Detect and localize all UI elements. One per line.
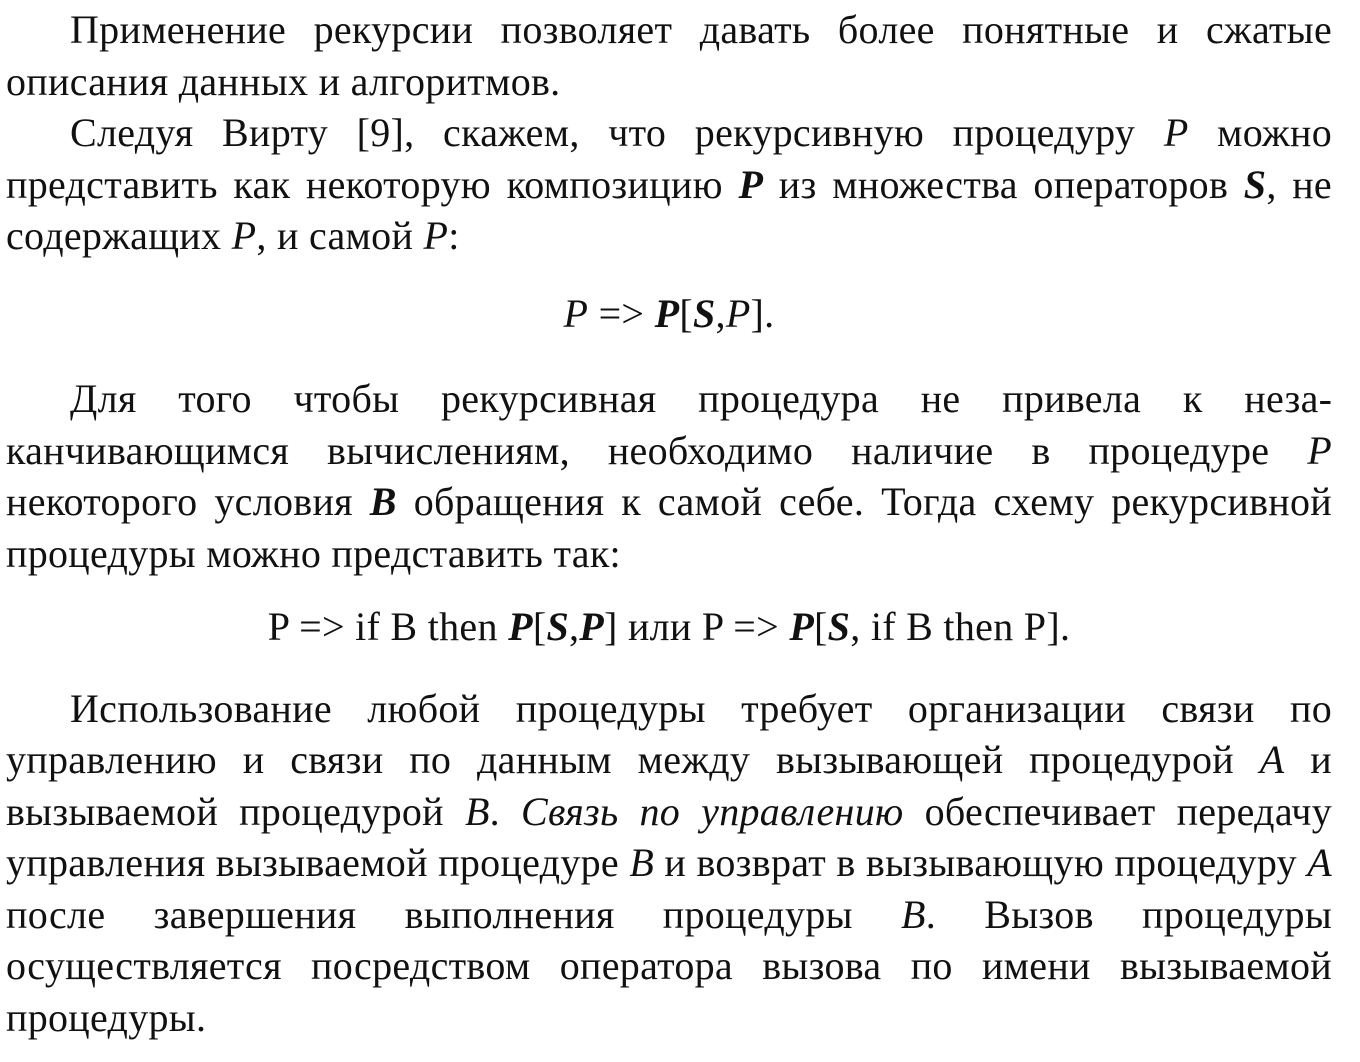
text-run: [ [679,290,693,336]
formula-conditional-recursion [6,579,1332,683]
italic-run: Связь по управлению [521,788,904,834]
text-run: Для того чтобы рекурсивная процедура не привела к незаканчивающимся вычислениям, необходимо наличие в процедуре [6,376,1332,473]
bold-italic-run: P [789,604,815,649]
italic-run: P [231,213,257,258]
text-run: P => if B then [267,604,509,649]
text-run: : [448,213,460,258]
text-run: [ [814,604,828,649]
text-run: Применение рекурсии позволяет давать более понятные и сжатые описания данных и алгоритмов. [6,7,1332,104]
bold-italic-run: P [579,604,605,649]
bold-italic-run: S [692,290,716,336]
italic-run: P [423,213,449,258]
text-run: . Вызов процедуры осуществляется посредством оператора вызова по имени вызываемой процедуры. [6,891,1332,1040]
text-run: обеспечивает передачу управления вызываемой процедуре [6,788,1332,885]
text-run: обращения к самой себе. Тогда схему рекурсивной процедуры можно представить так: [6,479,1332,576]
text-run: после завершения выполнения процедуры [6,891,901,937]
text-run: можно представить как некоторую композицию [6,110,1332,207]
text-run: , не содержащих [6,161,1332,258]
paragraph-procedure-linkage [6,683,1332,1044]
italic-run: P [725,290,751,336]
bold-italic-run: S [827,604,851,649]
italic-run: P [1163,110,1189,155]
text-run: Следуя Вирту [9], скажем, что рекурсивную процедуру [70,110,1164,155]
text-run: ] или P => [604,604,790,649]
text-run: . [489,788,522,834]
paragraph-recursion-intro [6,4,1332,107]
bold-italic-run: P [654,290,680,336]
text-run: , [568,604,580,649]
text-run: , [715,290,726,336]
paragraph-wirth [6,107,1332,262]
text-run: Использование любой процедуры требует организации связи по управлению и связи по данным между вызывающей процедурой [6,685,1332,782]
italic-run: A [1307,840,1332,885]
text-run: некоторого условия [6,479,370,524]
document-page [6,0,1332,1062]
bold-italic-run: S [1243,161,1267,207]
text-run: ]. [750,290,775,336]
italic-run: B [629,840,655,885]
paragraph-termination [6,373,1332,579]
italic-run: A [1259,737,1285,782]
italic-run: P [1307,427,1332,473]
text-run: [ [532,604,547,649]
bold-italic-run: P [738,161,764,207]
text-run: , и самой [256,213,424,258]
bold-italic-run: P [508,604,533,649]
text-run: и вызываемой процедурой [6,737,1332,834]
formula-recursion-scheme [6,262,1332,374]
text-run: из множества операторов [763,161,1244,207]
bold-italic-run: B [369,479,397,524]
bold-italic-run: S [546,604,569,649]
text-run: , if B then P]. [850,604,1071,649]
italic-run: B [464,788,490,834]
italic-run: P [563,290,589,336]
italic-run: B [901,891,926,937]
text-run: => [588,290,655,336]
text-run: и возврат в вызывающую процедуру [654,840,1308,885]
